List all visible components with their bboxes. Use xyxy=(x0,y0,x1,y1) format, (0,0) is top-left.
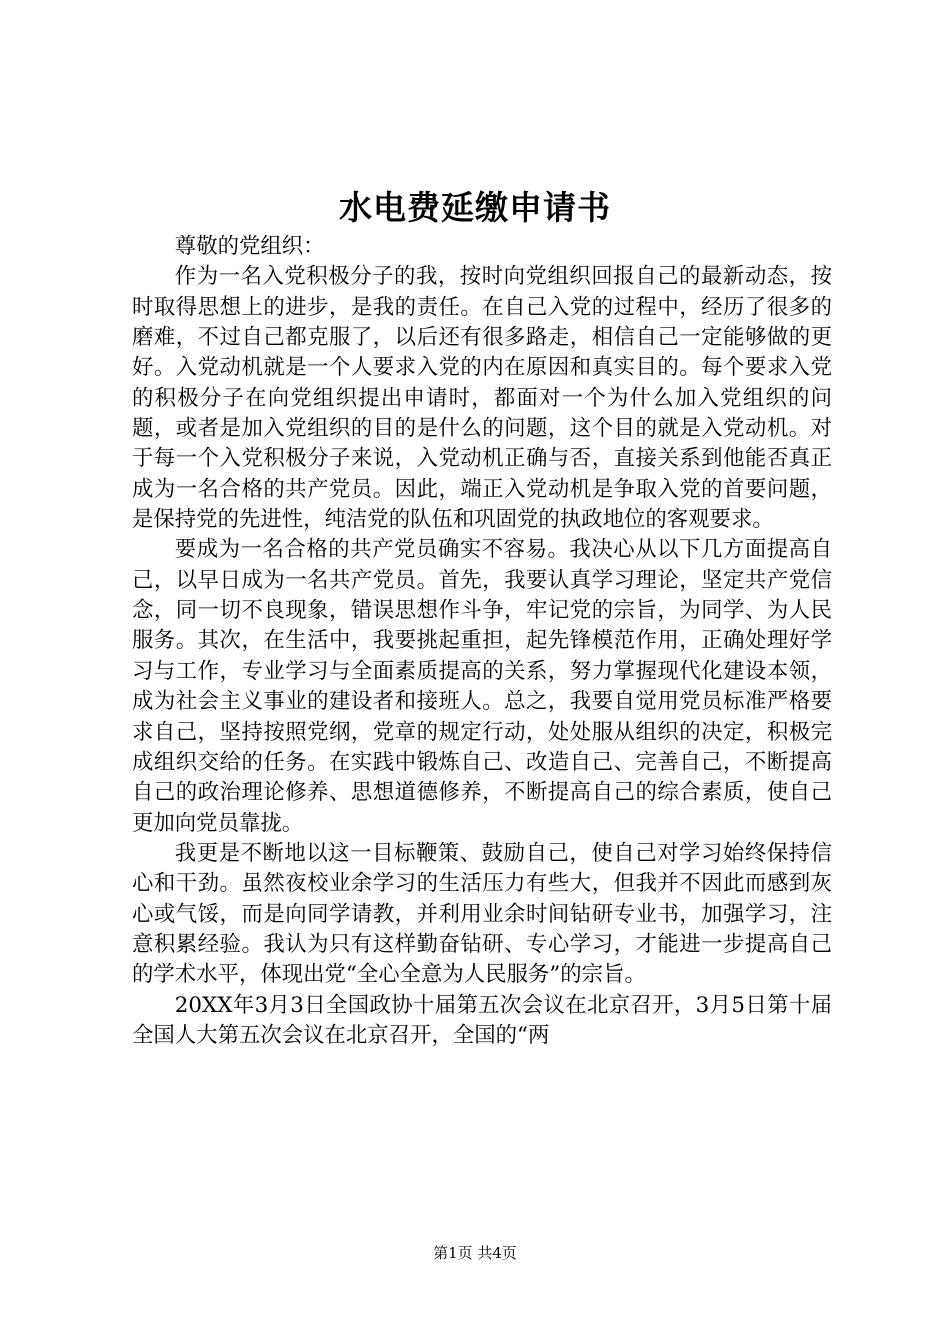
document-body xyxy=(132,232,832,1051)
paragraph-1: 作为一名入党积极分子的我，按时向党组织回报自己的最新动态，按时取得思想上的进步，是我的责任。在自己入党的过程中，经历了很多的磨难，不过自己都克服了，以后还有很多路走，相信自己一定能够做的更好。入党动机就是一个人要求入党的内在原因和真实目的。每个要求入党的积极分子在向党组织提出申请时，都面对一个为什么加入党组织的问题，或者是加入党组织的目的是什么的问题，这个目的就是入党动机。对于每一个入党积极分子来说，入党动机正确与否，直接关系到他能否真正成为一名合格的共产党员。因此，端正入党动机是争取入党的首要问题，是保持党的先进性，纯洁党的队伍和巩固党的执政地位的客观要求。 xyxy=(132,264,832,533)
salutation: 尊敬的党组织： xyxy=(174,234,325,259)
paragraph-4: 20XX年3月3日全国政协十届第五次会议在北京召开，3月5日第十届全国人大第五次会议在北京召开，全国的“两 xyxy=(132,992,832,1048)
page-number: 第1页 共4页 xyxy=(433,1244,517,1262)
document-title: 水电费延缴申请书 xyxy=(339,188,611,227)
paragraph-3: 我更是不断地以这一目标鞭策、鼓励自己，使自己对学习始终保持信心和干劲。虽然夜校业余学习的生活压力有些大，但我并不因此而感到灰心或气馁，而是向同学请教，并利用业余时间钻研专业书，加强学习，注意积累经验。我认为只有这样勤奋钻研、专心学习，才能进一步提高自己的学术水平，体现出党“全心全意为人民服务”的宗旨。 xyxy=(132,840,832,988)
paragraph-2: 要成为一名合格的共产党员确实不容易。我决心从以下几方面提高自己，以早日成为一名共产党员。首先，我要认真学习理论，坚定共产党信念，同一切不良现象，错误思想作斗争，牢记党的宗旨，为同学、为人民服务。其次，在生活中，我要挑起重担，起先锋模范作用，正确处理好学习与工作，专业学习与全面素质提高的关系，努力掌握现代化建设本领，成为社会主义事业的建设者和接班人。总之，我要自觉用党员标准严格要求自己，坚持按照党纲，党章的规定行动，处处服从组织的决定，积极完成组织交给的任务。在实践中锻炼自己、改造自己、完善自己，不断提高自己的政治理论修养、思想道德修养，不断提高自己的综合素质，使自己更加向党员靠拢。 xyxy=(132,537,832,836)
